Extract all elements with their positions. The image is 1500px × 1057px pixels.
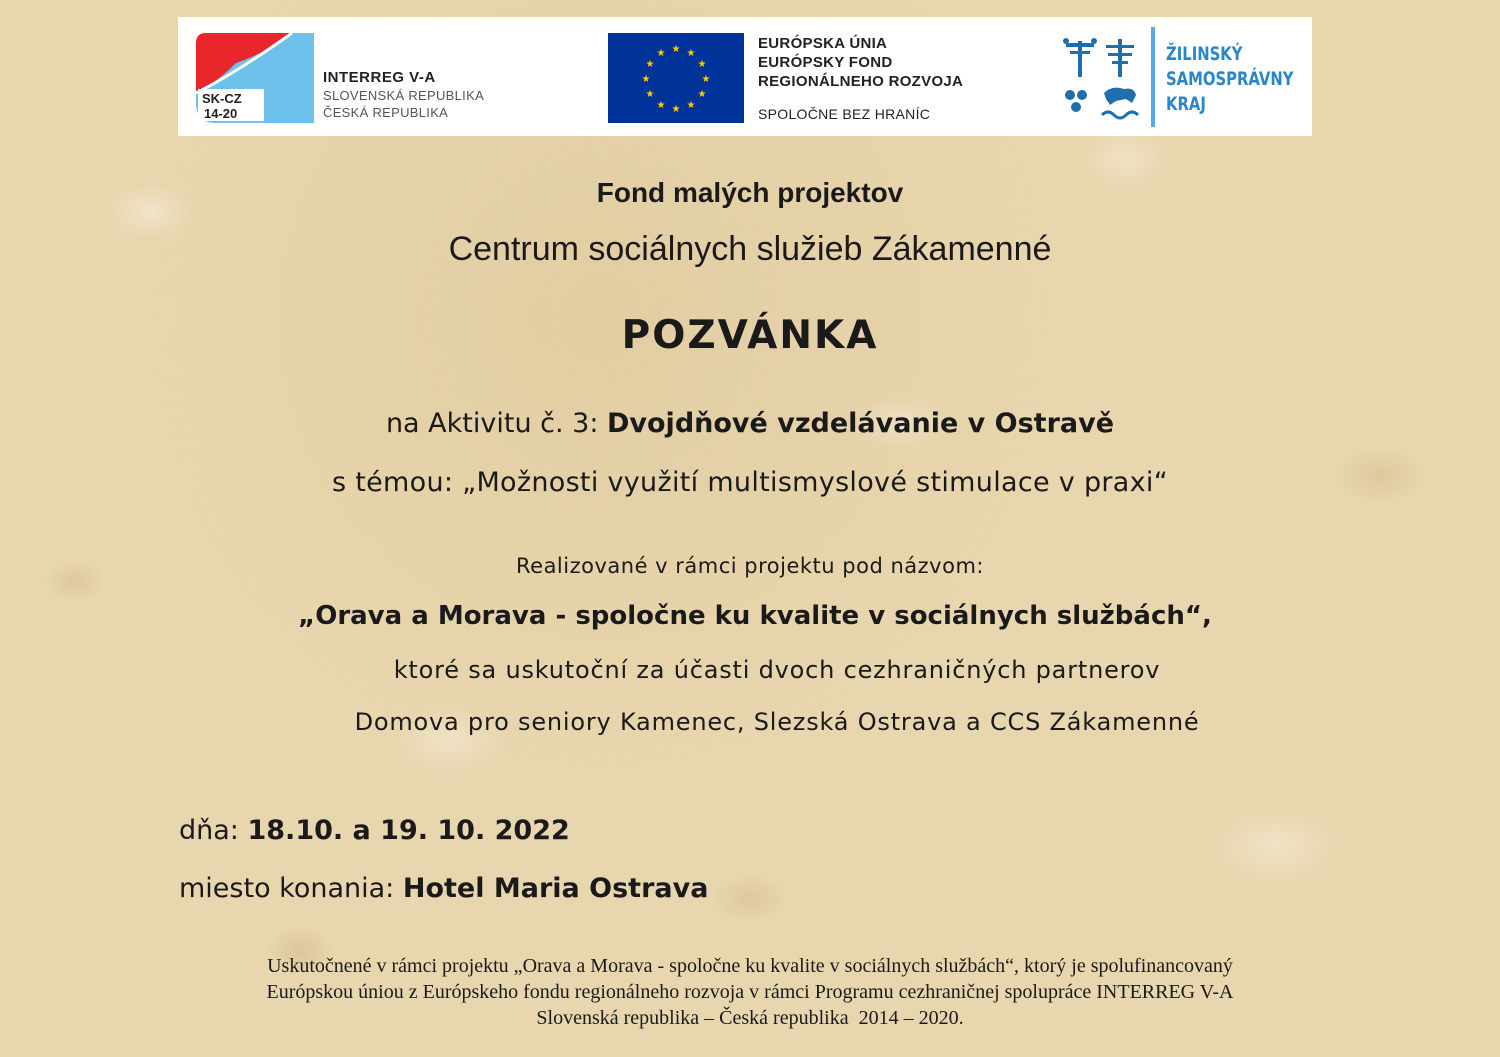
eu-star-icon: ★ [701,74,711,85]
date-value: 18.10. a 19. 10. 2022 [247,815,570,846]
invitation-title: POZVÁNKA [621,313,879,358]
zsk-line-3: KRAJ [1166,93,1206,115]
eu-star-icon: ★ [671,104,681,115]
date-line [179,815,570,846]
zsk-line-1: ŽILINSKÝ [1166,43,1243,65]
activity-name: Dvojdňové vzdelávanie v Ostravě [607,408,1115,439]
fund-heading: Fond malých projektov [596,177,904,208]
zsk-line-2: SAMOSPRÁVNY [1166,68,1294,90]
footer-note [150,953,1350,1031]
partners-line: Domova pro seniory Kamenec, Slezská Ostrava a CCS Zákamenné [354,708,1200,736]
theme-line: s témou: „Možnosti využití multismyslové stimulace v praxi“ [332,467,1168,498]
eu-star-icon: ★ [686,100,696,111]
logo-bar [178,17,1312,136]
eu-star-icon: ★ [686,48,696,59]
eu-line-1: EURÓPSKA ÚNIA [758,35,888,52]
realized-label: Realizované v rámci projektu pod názvom: [516,554,984,578]
zsk-text [1166,42,1294,117]
interreg-name: INTERREG V-A [323,69,436,86]
interreg-logo-icon [196,33,314,123]
organization-heading: Centrum sociálnych služieb Zákamenné [448,230,1052,268]
date-label: dňa: [179,815,248,846]
partners-intro: ktoré sa uskutoční za účasti dvoch cezhraničných partnerov [393,656,1161,684]
interreg-badge-bottom: 14-20 [204,106,238,121]
activity-line [0,408,1500,439]
interreg-text [323,69,484,120]
eu-star-icon: ★ [641,74,651,85]
project-name: „Orava a Morava - spoločne ku kvalite v sociálnych službách“, [298,601,1212,631]
eu-line-2: EURÓPSKY FOND [758,54,893,71]
place-label: miesto konania: [179,873,403,904]
activity-prefix: na Aktivitu č. 3: [385,408,607,439]
eu-tagline: SPOLOČNE BEZ HRANÍC [758,106,931,122]
zsk-divider [1151,27,1155,127]
eu-star-icon: ★ [697,89,707,100]
eu-star-icon: ★ [671,44,681,55]
eu-line-3: REGIONÁLNEHO ROZVOJA [758,73,964,90]
footer-line-3: Slovenská republika – Česká republika 2014 – 2020. [536,1007,964,1029]
eu-star-icon: ★ [656,48,666,59]
footer-line-2: Európskou úniou z Európskeho fondu regionálneho rozvoja v rámci Programu cezhraničnej spolupráce INTERREG V-A [266,981,1234,1003]
footer-line-1: Uskutočnené v rámci projektu „Orava a Morava - spoločne ku kvalite v sociálnych službách“, ktorý je spolufinancovaný [267,955,1233,977]
eu-star-icon: ★ [697,59,707,70]
interreg-badge-top: SK-CZ [202,91,242,106]
place-line [179,873,708,904]
eu-text [758,34,963,124]
interreg-country-cz: ČESKÁ REPUBLIKA [323,105,449,120]
place-value: Hotel Maria Ostrava [402,873,709,904]
eu-star-icon: ★ [645,59,655,70]
eu-flag-icon [608,33,744,123]
interreg-country-sk: SLOVENSKÁ REPUBLIKA [323,88,485,103]
eu-star-icon: ★ [645,89,655,100]
eu-star-icon: ★ [656,100,666,111]
